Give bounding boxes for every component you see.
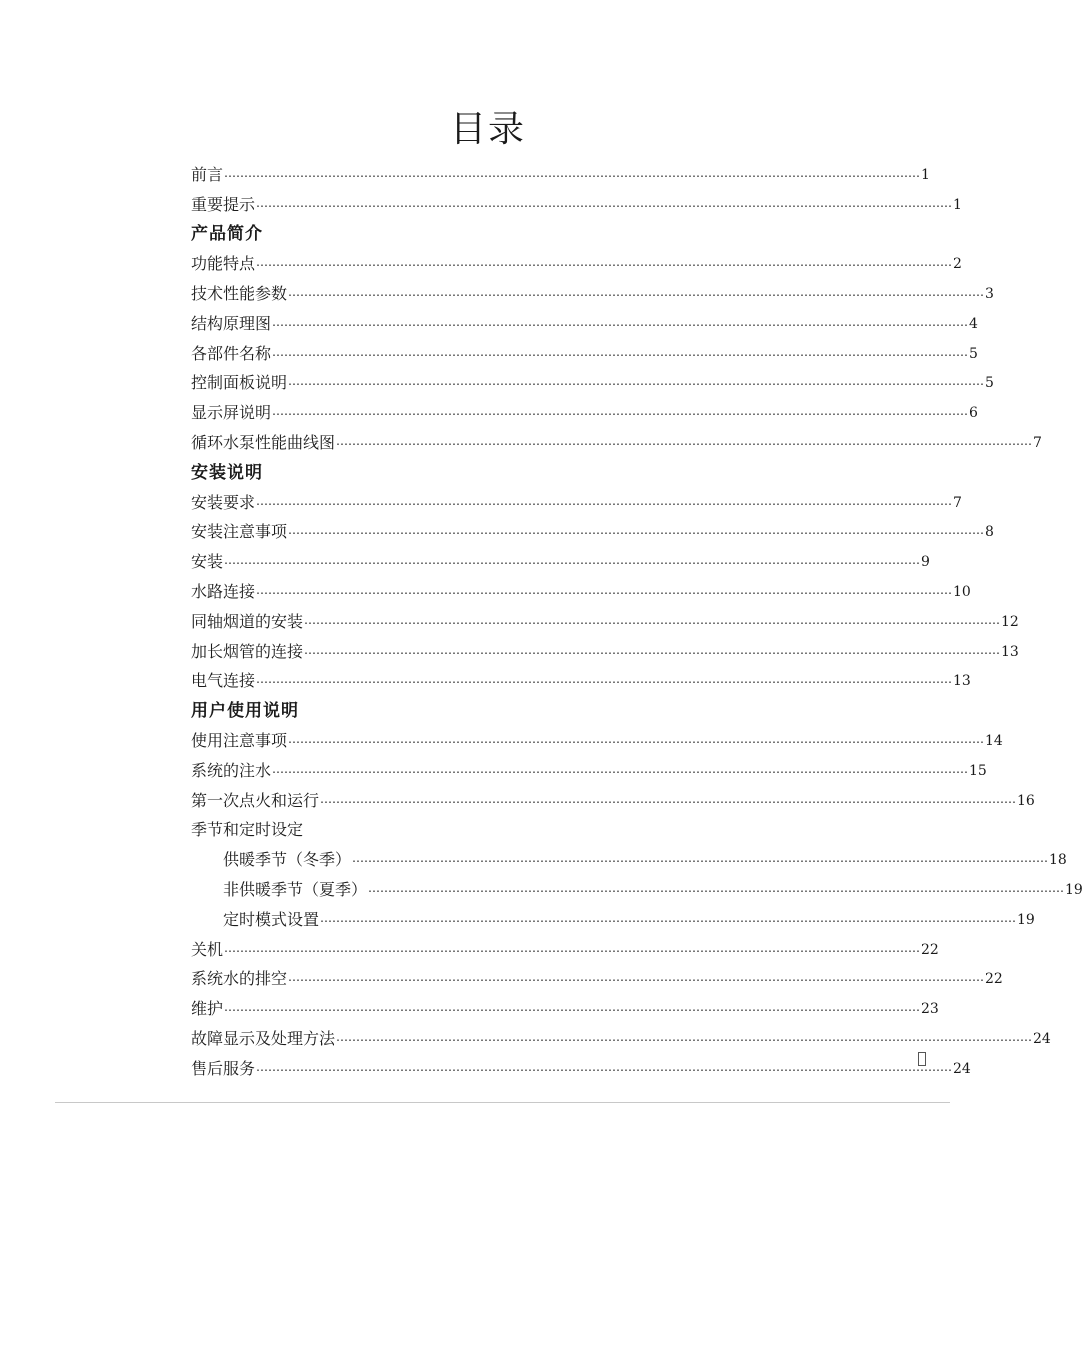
toc-entry[interactable] (191, 904, 1035, 934)
toc-entry[interactable] (191, 934, 939, 964)
toc-page-number: 9 (921, 554, 930, 571)
toc-entry-label: 各部件名称 (191, 343, 272, 363)
toc-entry-label: 技术性能参数 (191, 283, 288, 303)
toc-entry-label: 安装注意事项 (191, 522, 288, 542)
toc-page-number: 22 (985, 971, 1003, 988)
toc-leader-dots: ………………………………………………………………………………………………………………………………………………………… (256, 255, 953, 270)
toc-page-number: 7 (953, 494, 962, 511)
toc-entry[interactable] (191, 308, 978, 338)
toc-leader-dots: ………………………………………………………………………………………………………………………………………………………… (304, 612, 1001, 627)
toc-entry-label: 安装说明 (191, 462, 263, 483)
toc-entry[interactable] (191, 993, 939, 1023)
toc-leader-dots: ………………………………………………………………………………………………………………………………………………………… (224, 940, 921, 955)
toc-entry-label: 加长烟管的连接 (191, 641, 304, 661)
toc-entry[interactable] (191, 576, 971, 606)
toc-entry[interactable] (191, 964, 1003, 994)
toc-entry[interactable] (191, 1053, 971, 1083)
toc-entry-label: 产品简介 (191, 224, 263, 245)
toc-entry[interactable] (191, 1023, 1051, 1053)
toc-entry-label: 结构原理图 (191, 313, 272, 333)
toc-leader-dots: ………………………………………………………………………………………………………………………………………………………… (256, 582, 953, 597)
toc-entry[interactable] (191, 755, 987, 785)
toc-page-number: 5 (985, 375, 994, 392)
toc-entry-label: 功能特点 (191, 254, 256, 274)
toc-entry[interactable] (191, 785, 1035, 815)
toc-page-number: 18 (1049, 852, 1067, 869)
toc-entry-label: 第一次点火和运行 (191, 790, 320, 810)
toc-entry-label: 故障显示及处理方法 (191, 1028, 336, 1048)
toc-entry-label: 系统的注水 (191, 760, 272, 780)
toc-leader-dots: ………………………………………………………………………………………………………………………………………………………… (304, 642, 1001, 657)
toc-entry[interactable] (191, 725, 1003, 755)
toc-entry[interactable] (191, 487, 962, 517)
toc-entry[interactable] (191, 248, 962, 278)
toc-leader-dots: ………………………………………………………………………………………………………………………………………………………… (224, 553, 921, 568)
page-divider (55, 1102, 950, 1103)
toc-page-number: 15 (969, 762, 987, 779)
toc-entry-label: 重要提示 (191, 194, 256, 214)
toc-entry-label: 季节和定时设定 (191, 820, 304, 840)
toc-page-number: 13 (953, 673, 971, 690)
toc-entry-label: 显示屏说明 (191, 403, 272, 423)
toc-leader-dots: ………………………………………………………………………………………………………………………………………………………… (320, 910, 1017, 925)
toc-leader-dots: ………………………………………………………………………………………………………………………………………………………… (272, 404, 969, 419)
toc-page-number: 22 (921, 941, 939, 958)
toc-leader-dots: ………………………………………………………………………………………………………………………………………………………… (288, 523, 985, 538)
toc-entry[interactable] (191, 397, 978, 427)
toc-entry[interactable] (191, 666, 971, 696)
toc-entry-label: 售后服务 (191, 1058, 256, 1078)
toc-page-number: 3 (985, 285, 994, 302)
toc-page-number: 10 (953, 583, 971, 600)
toc-entry[interactable] (191, 844, 1067, 874)
toc-page-number: 5 (969, 345, 978, 362)
toc-page-number: 23 (921, 1001, 939, 1018)
toc-leader-dots: ………………………………………………………………………………………………………………………………………………………… (288, 970, 985, 985)
toc-entry[interactable] (191, 368, 994, 398)
toc-page-number: 2 (953, 256, 962, 273)
toc-entry-label: 循环水泵性能曲线图 (191, 432, 336, 452)
toc-entry-label: 安装要求 (191, 492, 256, 512)
toc-page-number: 6 (969, 405, 978, 422)
toc-page-number: 16 (1017, 792, 1035, 809)
toc-leader-dots: ………………………………………………………………………………………………………………………………………………………… (288, 374, 985, 389)
toc-page-number: 14 (985, 732, 1003, 749)
toc-entry-label: 水路连接 (191, 581, 256, 601)
toc-section-heading (191, 457, 811, 487)
toc-page-number: 19 (1065, 881, 1083, 898)
toc-entry[interactable] (191, 189, 962, 219)
toc-leader-dots: ………………………………………………………………………………………………………………………………………………………… (224, 1000, 921, 1015)
toc-leader-dots: ………………………………………………………………………………………………………………………………………………………… (288, 731, 985, 746)
toc-page-number: 1 (921, 166, 930, 183)
toc-leader-dots: ………………………………………………………………………………………………………………………………………………………… (320, 791, 1017, 806)
toc-entry-label: 安装 (191, 552, 224, 572)
toc-leader-dots: ………………………………………………………………………………………………………………………………………………………… (368, 880, 1065, 895)
toc-section-heading (191, 219, 811, 249)
toc-entry-label: 维护 (191, 999, 224, 1019)
toc-leader-dots: ………………………………………………………………………………………………………………………………………………………… (256, 1059, 953, 1074)
toc-entry[interactable] (191, 338, 978, 368)
toc-leader-dots: ………………………………………………………………………………………………………………………………………………………… (352, 851, 1049, 866)
toc-page-number: 1 (953, 196, 962, 213)
toc-leader-dots: ………………………………………………………………………………………………………………………………………………………… (288, 284, 985, 299)
toc-leader-dots: ………………………………………………………………………………………………………………………………………………………… (256, 195, 953, 210)
toc-entry-label: 供暖季节（冬季） (223, 850, 352, 870)
toc-leader-dots: ………………………………………………………………………………………………………………………………………………………… (272, 344, 969, 359)
toc-entry-label: 电气连接 (191, 671, 256, 691)
toc-entry-label: 定时模式设置 (223, 909, 320, 929)
toc-entry-label: 同轴烟道的安装 (191, 611, 304, 631)
toc-entry-label: 前言 (191, 164, 224, 184)
toc-leader-dots: ………………………………………………………………………………………………………………………………………………………… (272, 761, 969, 776)
table-of-contents (191, 159, 1083, 1083)
toc-entry-label: 控制面板说明 (191, 373, 288, 393)
toc-entry[interactable] (191, 606, 1019, 636)
toc-leader-dots: ………………………………………………………………………………………………………………………………………………………… (256, 672, 953, 687)
toc-entry[interactable] (191, 874, 1083, 904)
toc-leader-dots: ………………………………………………………………………………………………………………………………………………………… (224, 165, 921, 180)
toc-entry-label: 用户使用说明 (191, 701, 299, 722)
toc-page-number: 7 (1033, 434, 1042, 451)
toc-entry[interactable] (191, 159, 930, 189)
toc-page-number: 19 (1017, 911, 1035, 928)
toc-leader-dots: ………………………………………………………………………………………………………………………………………………………… (336, 433, 1033, 448)
toc-page-number: 24 (953, 1060, 971, 1077)
toc-page-number: 4 (969, 315, 978, 332)
missing-glyph-icon (918, 1052, 926, 1066)
toc-entry-label: 系统水的排空 (191, 969, 288, 989)
toc-leader-dots: ………………………………………………………………………………………………………………………………………………………… (272, 314, 969, 329)
toc-leader-dots: ………………………………………………………………………………………………………………………………………………………… (256, 493, 953, 508)
toc-entry-label: 关机 (191, 939, 224, 959)
toc-entry (191, 815, 811, 845)
toc-entry[interactable] (191, 278, 994, 308)
toc-section-heading (191, 695, 811, 725)
toc-leader-dots: ………………………………………………………………………………………………………………………………………………………… (336, 1029, 1033, 1044)
toc-page-number: 8 (985, 524, 994, 541)
page-title: 目录 (449, 109, 526, 150)
toc-entry[interactable] (191, 636, 1019, 666)
toc-entry-label: 使用注意事项 (191, 730, 288, 750)
toc-page-number: 12 (1001, 613, 1019, 630)
toc-page-number: 24 (1033, 1030, 1051, 1047)
toc-entry[interactable] (191, 517, 994, 547)
toc-entry-label: 非供暖季节（夏季） (223, 879, 368, 899)
toc-entry[interactable] (191, 546, 930, 576)
toc-page-number: 13 (1001, 643, 1019, 660)
toc-entry[interactable] (191, 427, 1042, 457)
